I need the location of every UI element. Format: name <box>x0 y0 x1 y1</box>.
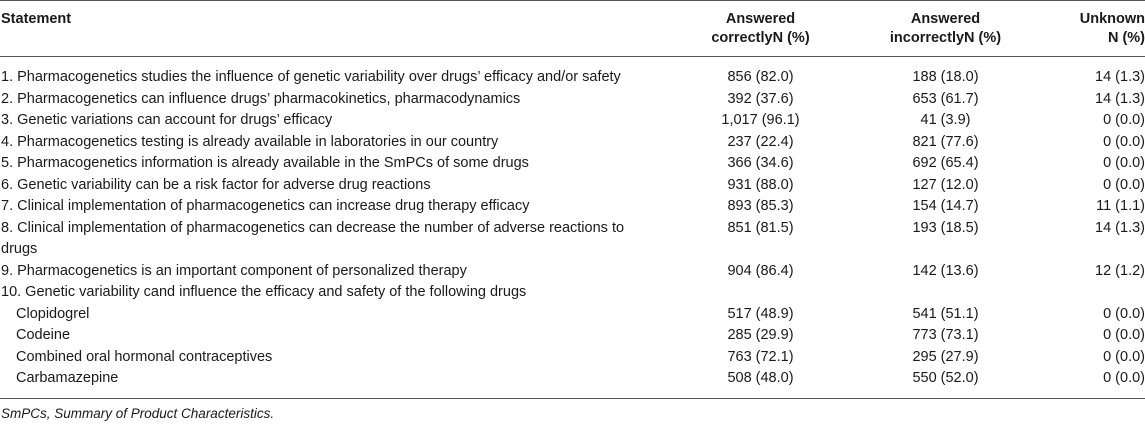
answered-correctly-cell: 893 (85.3) <box>727 198 794 214</box>
table-row <box>0 282 1145 304</box>
answered-correctly-cell: 904 (86.4) <box>727 262 794 279</box>
answered-correctly-cell: 517 (48.9) <box>727 305 794 322</box>
unknown-cell <box>1030 282 1145 304</box>
table-row <box>0 175 1145 197</box>
statement-cell: Combined oral hormonal contraceptives <box>16 348 273 365</box>
answered-incorrectly-cell: 41 (3.9) <box>920 112 971 128</box>
answered-incorrectly-cell: 821 (77.6) <box>912 133 979 150</box>
table-row <box>0 132 1145 154</box>
answered-correctly-cell: 1,017 (96.1) <box>721 112 800 128</box>
unknown-cell: 0 (0.0) <box>1103 176 1145 193</box>
answered-correctly-cell: 856 (82.0) <box>727 69 794 85</box>
table-header <box>0 1 1145 57</box>
unknown-cell: 0 (0.0) <box>1103 305 1145 322</box>
table-row <box>0 347 1145 369</box>
answered-correctly-cell <box>670 282 825 304</box>
unknown-cell: 12 (1.2) <box>1095 262 1145 279</box>
table-row <box>0 368 1145 398</box>
unknown-cell: 0 (0.0) <box>1103 133 1145 150</box>
answered-incorrectly-cell: 154 (14.7) <box>912 198 979 214</box>
answered-correctly-cell: 366 (34.6) <box>727 155 794 171</box>
table-row <box>0 261 1145 283</box>
unknown-cell: 14 (1.3) <box>1095 219 1145 236</box>
table-row <box>0 89 1145 111</box>
answered-incorrectly-cell: 188 (18.0) <box>912 69 979 85</box>
answered-correctly-cell: 392 (37.6) <box>727 90 794 107</box>
header-statement: Statement <box>1 11 72 27</box>
table-row <box>0 110 1145 132</box>
answered-incorrectly-cell: 295 (27.9) <box>912 348 979 365</box>
statement-cell: Carbamazepine <box>16 370 119 386</box>
table-row <box>0 153 1145 175</box>
unknown-cell: 0 (0.0) <box>1103 348 1145 365</box>
table-footnote: SmPCs, Summary of Product Characteristics. <box>1 405 275 421</box>
statement-cell: 9. Pharmacogenetics is an important component of personalized therapy <box>1 262 467 279</box>
unknown-cell: 14 (1.3) <box>1095 90 1145 107</box>
table-row <box>0 325 1145 347</box>
statement-cell: Codeine <box>16 327 71 343</box>
statement-cell: 4. Pharmacogenetics testing is already available in laboratories in our country <box>1 133 499 150</box>
statement-cell: 6. Genetic variability can be a risk factor for adverse drug reactions <box>1 176 431 193</box>
answered-incorrectly-cell: 692 (65.4) <box>912 155 979 171</box>
statement-cell: 5. Pharmacogenetics information is already available in the SmPCs of some drugs <box>1 155 529 171</box>
statement-cell: 10. Genetic variability cand influence the efficacy and safety of the following drugs <box>1 284 527 300</box>
table-row <box>0 304 1145 326</box>
answered-correctly-cell: 763 (72.1) <box>727 348 794 365</box>
header-answered-correctly: Answered correctlyN (%) <box>711 11 810 46</box>
unknown-cell: 11 (1.1) <box>1096 198 1145 214</box>
answered-correctly-cell: 851 (81.5) <box>727 219 794 236</box>
unknown-cell: 0 (0.0) <box>1103 327 1145 343</box>
statement-cell: Clopidogrel <box>16 305 90 322</box>
answered-correctly-cell: 285 (29.9) <box>727 327 794 343</box>
header-unknown: Unknown N (%) <box>1079 11 1145 46</box>
table-row <box>0 57 1145 89</box>
table-row <box>0 196 1145 218</box>
statement-cell: 3. Genetic variations can account for drugs’ efficacy <box>1 112 333 128</box>
header-row <box>0 1 1145 57</box>
unknown-cell: 0 (0.0) <box>1103 112 1145 128</box>
answered-correctly-cell: 237 (22.4) <box>727 133 794 150</box>
unknown-cell: 0 (0.0) <box>1103 370 1145 386</box>
table-row <box>0 218 1145 261</box>
answered-incorrectly-cell: 142 (13.6) <box>912 262 979 279</box>
header-answered-incorrectly: Answered incorrectlyN (%) <box>889 11 1002 46</box>
statement-cell: 2. Pharmacogenetics can influence drugs’ pharmacokinetics, pharmacodynamics <box>1 90 521 107</box>
statement-cell: 1. Pharmacogenetics studies the influence of genetic variability over drugs’ efficacy and/or safety <box>1 69 621 85</box>
answered-incorrectly-cell: 773 (73.1) <box>912 327 979 343</box>
statement-cell: 8. Clinical implementation of pharmacogenetics can decrease the number of adverse reactions to drugs <box>1 219 625 257</box>
answered-incorrectly-cell: 541 (51.1) <box>912 305 979 322</box>
answered-incorrectly-cell <box>825 282 1030 304</box>
answered-correctly-cell: 931 (88.0) <box>727 176 794 193</box>
answered-incorrectly-cell: 127 (12.0) <box>912 176 979 193</box>
answered-incorrectly-cell: 653 (61.7) <box>912 90 979 107</box>
answered-incorrectly-cell: 550 (52.0) <box>912 370 979 386</box>
unknown-cell: 0 (0.0) <box>1103 155 1145 171</box>
answered-correctly-cell: 508 (48.0) <box>727 370 794 386</box>
statement-cell: 7. Clinical implementation of pharmacogenetics can increase drug therapy efficacy <box>1 198 530 214</box>
answered-incorrectly-cell: 193 (18.5) <box>912 219 979 236</box>
table-body <box>0 57 1145 399</box>
unknown-cell: 14 (1.3) <box>1095 69 1145 85</box>
